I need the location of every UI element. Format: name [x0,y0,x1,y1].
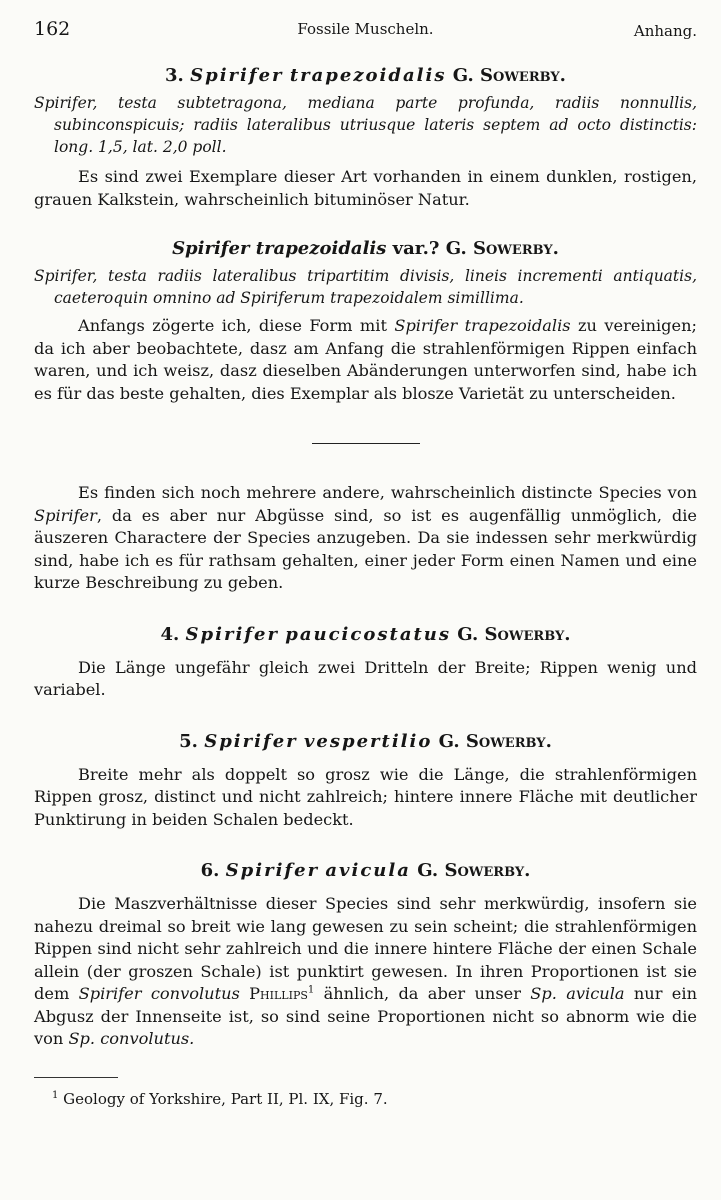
variety-author: G. Sowerby. [445,238,559,259]
s6-author-phillips: Phillips [249,984,308,1003]
s6-text-d: ähnlich, da aber unser [314,984,531,1003]
s6-text-convolutus-2: Sp. convolutus. [68,1029,195,1048]
description-5: Breite mehr als doppelt so grosz wie die Länge, die strahlenförmigen Rippen grosz, distinct und nicht zahlreich; hintere innere Fläche mit deutlicher Punktirung in beiden Schalen bedeckt. [34,764,697,829]
variety-suffix: var.? [392,238,440,259]
running-header [34,18,697,48]
description-3: Es sind zwei Exemplare dieser Art vorhanden in einem dunklen, rostigen, grauen Kalkstein, wahrscheinlich bituminöser Natur. [34,167,697,209]
intro-text-a: Es finden sich noch mehrere andere, wahrscheinlich distincte Species von [78,483,697,502]
running-section: Anhang. [633,22,697,40]
book-page [34,18,697,1109]
s6-text-f: nur ein Abgusz der Innenseite ist, so sind seine Proportionen nicht so abnorm wie die von [34,984,697,1048]
heading-genus: Spirifer [190,65,284,86]
latin-diagnosis-3: Spirifer, testa subtetragona, mediana parte profunda, radiis nonnullis, subinconspicuis; radiis lateralibus utriusque lateris septem ad octo distinctis: long. 1,5, lat. 2,0 poll. [34,94,697,156]
s6-text-a: Die Maszverhältnisse dieser Species sind sehr merkwürdig, insofern sie nahezu dreimal so breit wie lang gewesen zu sein scheint; die strahlenförmigen Rippen sind nicht sehr zahlreich und die innere hintere Fläche der einen Schale allein (der groszen Schale) ist punktirt gewesen. In ihren Proportionen ist sie dem [34,894,697,1003]
species-heading-4 [34,623,697,647]
intro-text-c: , da es aber nur Abgüsse sind, so ist es augenfällig unmöglich, die äuszeren Charactere der Species anzugeben. Da sie indessen sehr merkwürdig sind, habe ich es für rathsam gehalten, einer jeder Form einen Namen und eine kurze Beschreibung zu geben. [34,505,697,592]
variety-text-species: Spirifer trapezoidalis [394,316,571,335]
heading-genus: Spirifer [204,730,298,752]
description-6 [34,893,697,1051]
variety-heading [34,237,697,261]
heading-species: paucicostatus [285,623,452,645]
heading-author: G. Sowerby. [417,860,531,881]
heading-species: trapezoidalis [289,65,447,86]
s6-text-convolutus: Spirifer convolutus [78,984,240,1003]
s6-text-avicula: Sp. avicula [530,984,625,1003]
variety-text-a: Anfangs zögerte ich, diese Form mit [78,316,395,335]
heading-species: avicula [325,860,411,881]
intro-paragraph [34,482,697,595]
heading-author: G. Sowerby. [457,623,571,645]
intro-text-genus: Spirifer [34,505,97,525]
description-variety [34,315,697,405]
heading-number: 4. [160,623,180,645]
species-heading-3 [34,64,697,88]
species-heading-5 [34,730,697,754]
running-title: Fossile Muscheln. [297,20,434,38]
heading-species: vespertilio [303,730,433,752]
description-4: Die Länge ungefähr gleich zwei Dritteln der Breite; Rippen wenig und variabel. [34,657,697,699]
footnote-marker: 1 [52,1089,59,1101]
latin-diagnosis-variety: Spirifer, testa radiis lateralibus tripartitim divisis, lineis incrementi antiquatis, caeteroquin omnino ad Spiriferum trapezoidalem simillima. [34,267,697,307]
page-number: 162 [34,18,71,40]
heading-author: G. Sowerby. [438,730,552,752]
footnote-text: Geology of Yorkshire, Part II, Pl. IX, Fig. 7. [63,1089,388,1108]
heading-genus: Spirifer [185,623,279,645]
heading-number: 5. [179,730,198,752]
footnote [34,1086,697,1109]
footnote-reference[interactable]: 1 [307,984,315,996]
variety-name: Spirifer trapezoidalis [172,238,387,259]
species-heading-6 [34,859,697,883]
heading-number: 6. [200,860,220,881]
heading-genus: Spirifer [225,860,320,881]
heading-author: G. Sowerby. [452,65,566,86]
heading-number: 3. [165,65,184,86]
variety-text-c: zu vereinigen; da ich aber beobachtete, dasz am Anfang die strahlenförmigen Rippen einfach waren, und ich weisz, dasz dieselben Abänderungen unterworfen sind, habe ich es für das beste gehalten, dies Exemplar als blosze Varietät zu unterscheiden. [34,316,698,403]
